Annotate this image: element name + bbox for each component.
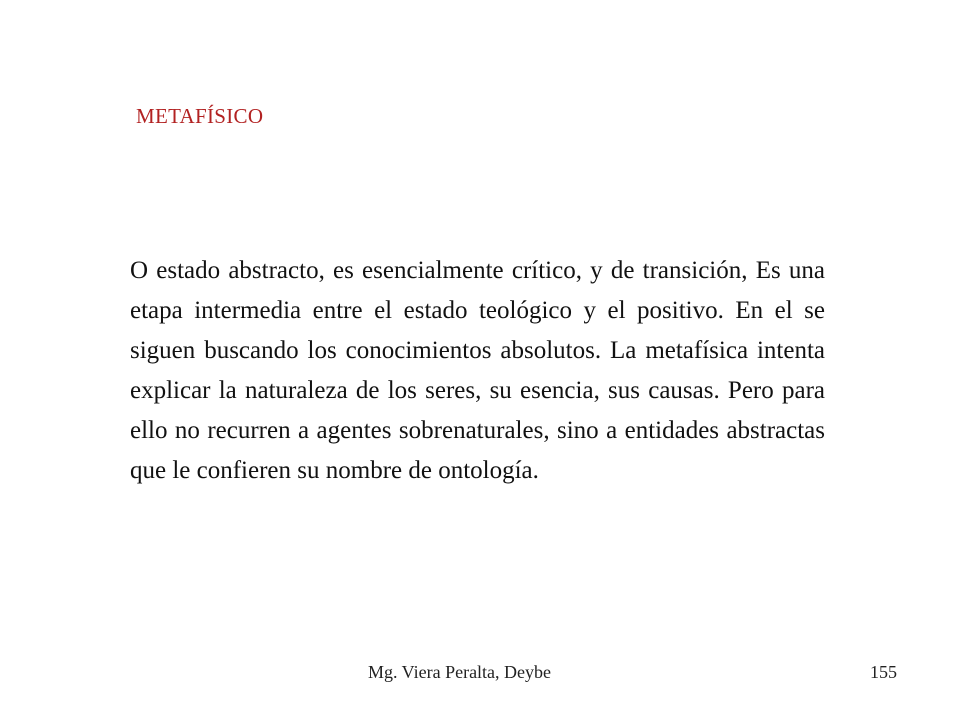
footer-author: Mg. Viera Peralta, Deybe <box>368 662 552 682</box>
slide-title: METAFÍSICO <box>136 104 264 128</box>
page-number: 155 <box>870 662 897 682</box>
slide-body-paragraph: O estado abstracto, es esencialmente crítico, y de transición, Es una etapa intermedia entre el estado teológico y el positivo. En el se siguen buscando los conocimientos absolutos. La metafísica intenta explicar la naturaleza de los seres, su esencia, sus causas. Pero para ello no recurren a agentes sobrenaturales, sino a entidades abstractas que le confieren su nombre de ontología. <box>130 257 825 484</box>
